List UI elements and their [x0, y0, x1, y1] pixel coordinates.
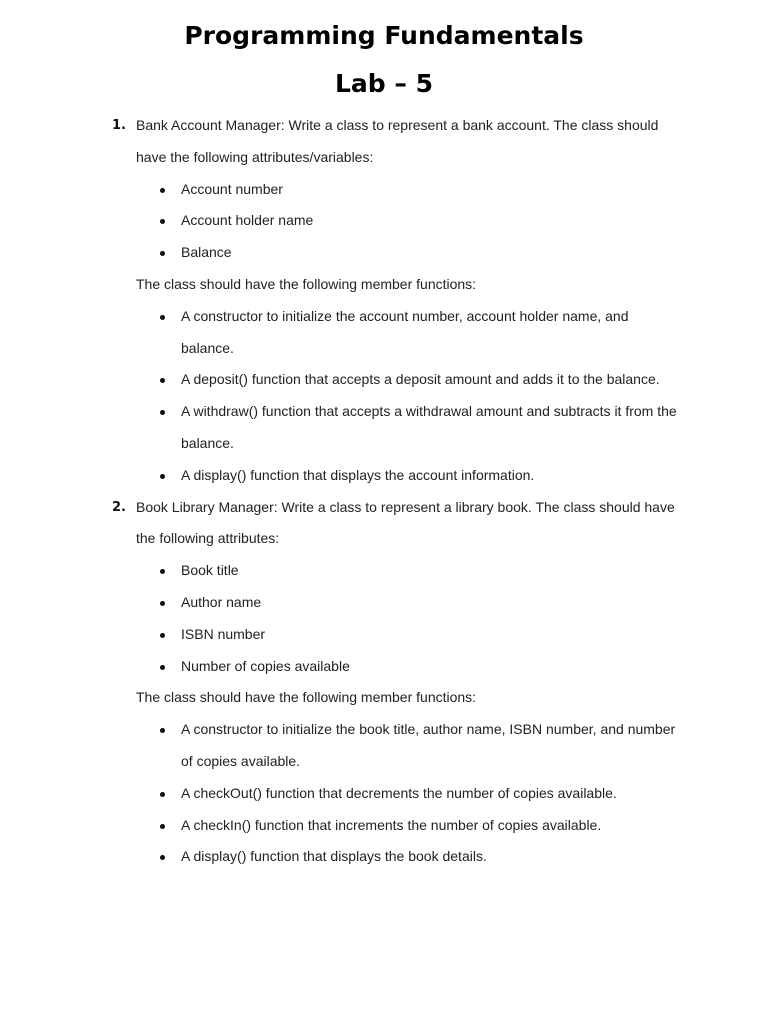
attribute-list	[0, 555, 768, 682]
page-title: Programming Fundamentals	[184, 21, 584, 50]
list-item: A constructor to initialize the account number, account holder name, and balance.	[181, 301, 681, 365]
functions-intro: The class should have the following member functions:	[136, 689, 477, 706]
question-1	[0, 110, 768, 492]
list-item: ISBN number	[181, 619, 681, 651]
question-number: 1.	[112, 118, 126, 133]
list-item: A checkOut() function that decrements the number of copies available.	[181, 778, 681, 810]
functions-intro: The class should have the following member functions:	[136, 275, 477, 292]
list-item: Author name	[181, 587, 681, 619]
question-text: Book Library Manager: Write a class to represent a library book. The class should have the following attributes:	[136, 498, 675, 547]
question-text: Bank Account Manager: Write a class to represent a bank account. The class should have the following attributes/variables:	[136, 117, 659, 165]
list-item: Balance	[181, 237, 681, 269]
list-item: Book title	[181, 555, 681, 587]
question-number: 2.	[112, 499, 126, 515]
list-item: A withdraw() function that accepts a withdrawal amount and subtracts it from the balance.	[181, 396, 681, 460]
function-list	[0, 301, 768, 492]
list-item: A display() function that displays the book details.	[181, 841, 681, 873]
attribute-list	[0, 174, 768, 269]
question-2	[0, 492, 768, 874]
list-item: A display() function that displays the account information.	[181, 460, 681, 492]
list-item: Number of copies available	[181, 651, 681, 683]
page-subtitle: Lab – 5	[335, 69, 433, 98]
list-item: Account number	[181, 174, 681, 206]
list-item: Account holder name	[181, 205, 681, 237]
list-item: A checkIn() function that increments the number of copies available.	[181, 810, 681, 842]
question-list	[0, 110, 768, 873]
function-list	[0, 714, 768, 873]
list-item: A constructor to initialize the book title, author name, ISBN number, and number of copies available.	[181, 714, 681, 778]
list-item: A deposit() function that accepts a deposit amount and adds it to the balance.	[181, 364, 681, 396]
